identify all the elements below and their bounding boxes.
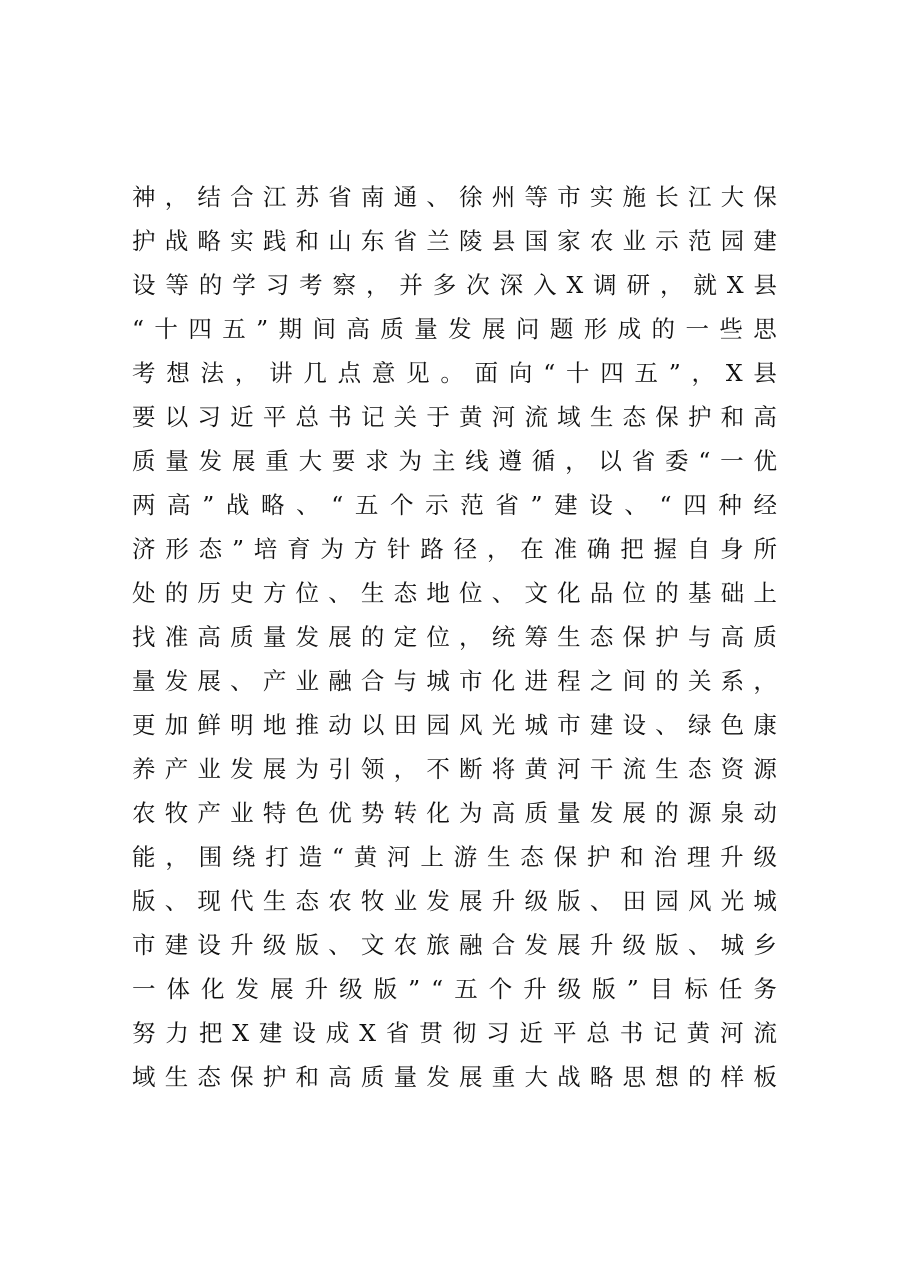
text-line: 两 高 ” 战 略 、 “ 五 个 示 范 省 ” 建 设 、 “ 四 种 经 — [132, 491, 777, 519]
text-line: 努 力 把 X 建 设 成 X 省 贯 彻 习 近 平 总 书 记 黄 河 流 — [132, 1019, 777, 1047]
text-line: 考 想 法 ， 讲 几 点 意 见 。 面 向 “ 十 四 五 ” ， X 县 — [132, 359, 777, 387]
body-text — [132, 175, 777, 1099]
text-line: 质 量 发 展 重 大 要 求 为 主 线 遵 循 ， 以 省 委 “ 一 优 — [132, 447, 777, 475]
text-line: 量 发 展 、 产 业 融 合 与 城 市 化 进 程 之 间 的 关 系 ， — [132, 667, 777, 695]
text-line: 处 的 历 史 方 位 、 生 态 地 位 、 文 化 品 位 的 基 础 上 — [132, 579, 777, 607]
text-line: 设 等 的 学 习 考 察 ， 并 多 次 深 入 X 调 研 ， 就 X 县 — [132, 271, 777, 299]
text-line: 要 以 习 近 平 总 书 记 关 于 黄 河 流 域 生 态 保 护 和 高 — [132, 403, 777, 431]
text-line: 更 加 鲜 明 地 推 动 以 田 园 风 光 城 市 建 设 、 绿 色 康 — [132, 711, 777, 739]
text-line: 找 准 高 质 量 发 展 的 定 位 ， 统 筹 生 态 保 护 与 高 质 — [132, 623, 777, 651]
text-line: 一 体 化 发 展 升 级 版 ” “ 五 个 升 级 版 ” 目 标 任 务 — [132, 975, 777, 1003]
text-line: 版 、 现 代 生 态 农 牧 业 发 展 升 级 版 、 田 园 风 光 城 — [132, 887, 777, 915]
text-line: “ 十 四 五 ” 期 间 高 质 量 发 展 问 题 形 成 的 一 些 思 — [132, 315, 777, 343]
text-line: 农 牧 产 业 特 色 优 势 转 化 为 高 质 量 发 展 的 源 泉 动 — [132, 799, 777, 827]
text-line: 养 产 业 发 展 为 引 领 ， 不 断 将 黄 河 干 流 生 态 资 源 — [132, 755, 777, 783]
text-line: 神 ， 结 合 江 苏 省 南 通 、 徐 州 等 市 实 施 长 江 大 保 — [132, 183, 777, 211]
text-line: 市 建 设 升 级 版 、 文 农 旅 融 合 发 展 升 级 版 、 城 乡 — [132, 931, 777, 959]
text-line: 域 生 态 保 护 和 高 质 量 发 展 重 大 战 略 思 想 的 样 板 — [132, 1063, 777, 1091]
text-line: 济 形 态 ” 培 育 为 方 针 路 径 ， 在 准 确 把 握 自 身 所 — [132, 535, 777, 563]
text-line: 护 战 略 实 践 和 山 东 省 兰 陵 县 国 家 农 业 示 范 园 建 — [132, 227, 777, 255]
text-line: 能 ， 围 绕 打 造 “ 黄 河 上 游 生 态 保 护 和 治 理 升 级 — [132, 843, 777, 871]
